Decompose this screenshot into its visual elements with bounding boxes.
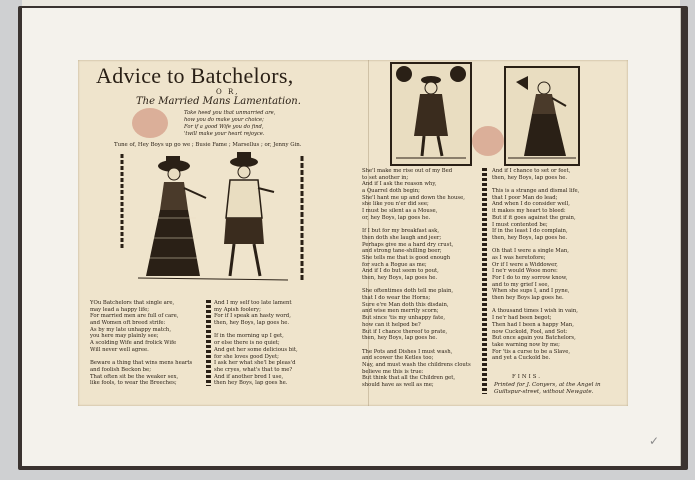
broadside-or: O R, (216, 88, 240, 96)
verse-line: I ne'r had been begot; (492, 315, 552, 322)
tune-line: Tune of, Hey Boys up go we ; Busie Fame ; Marsellus ; or, Jenny Gin. (114, 142, 302, 148)
verse-line: If in the least I do complain, (492, 228, 568, 235)
verse-line: A thousand times I wish in vain, (492, 308, 578, 315)
woodcut-man (390, 62, 472, 166)
verse-line: then, hey Boys, lap goes he. (214, 320, 290, 327)
verse-line: or, hey Boys, lap goes he. (362, 214, 431, 221)
verse-line: I ne'r would Wooe more: (492, 268, 558, 275)
verse-column-right (492, 168, 579, 362)
verse-line: for she loves good Dyet; (214, 353, 279, 360)
woodcut-woman (504, 66, 580, 166)
verse-line: you here may plainly see; (90, 333, 159, 340)
verse-line: And if another bred I use, (214, 373, 284, 380)
verse-line: it makes my heart to bleed: (492, 208, 566, 215)
column-divider (206, 300, 211, 386)
verse-line: She tells me that is good enough (362, 254, 451, 261)
verse-line: And if I ask the reason why, (362, 181, 437, 188)
verse-line: then, hey Boys, lap goes he. (362, 335, 438, 342)
verse-line: She'l make me rise out of my Bed (362, 168, 453, 174)
verse-line: I must contented be; (492, 221, 548, 228)
printer-imprint: Printed for J. Conyers, at the Angel in Guiltspur-street, without Newgate. (494, 382, 601, 395)
verse-line: But since 'tis my unhappy fate, (362, 315, 446, 322)
verse-line: But once again you Batchelors, (492, 335, 576, 342)
verse-line: then hey Boys lap goes he. (492, 295, 564, 302)
verse-line: how can it helped be? (362, 321, 421, 328)
verse-line: For married men are full of care, (90, 313, 179, 320)
verse-line: then hey Boys, lap goes he. (214, 380, 288, 387)
verse-line (362, 222, 471, 229)
verse-column-left-a (90, 300, 192, 387)
verse-line: then doth she laugh and jeer; (362, 234, 442, 241)
epigraph: Take heed you that unmarried are, how you do make your choice; For if a good Wife you do find, 'twill make your heart rejoyce. (184, 110, 276, 137)
verse-line: and to my grief I see, (492, 281, 550, 288)
verse-line: to set another in; (362, 174, 409, 181)
verse-line: Or if I were a Widdower, (492, 261, 558, 268)
library-stamp (472, 126, 504, 156)
verse-line: my Apish foolery; (214, 306, 261, 313)
verse-line: now Cuckold, Fool, and Sot: (492, 328, 568, 335)
verse-line (90, 354, 192, 361)
verse-line: then, hey Boys, lap goes he. (492, 174, 568, 181)
verse-line: for such a Rogue as me; (362, 261, 427, 268)
verse-line: For 'tis a curse to be a Slave, (492, 348, 571, 355)
verse-line: Will never well agree. (90, 346, 149, 353)
verse-line: I ask her what she'l be pleas'd (214, 360, 296, 367)
verse-line: YOu Batchelors that single are, (90, 300, 175, 306)
verse-line: take warning now by me; (492, 341, 560, 348)
broadside-sheet (78, 60, 628, 406)
verse-line: Then had I been a happy Man, (492, 321, 574, 328)
verse-line: Perhaps give me a hard dry crust, (362, 241, 454, 248)
verse-line: She oftentimes doth tell me plain, (362, 288, 454, 295)
verse-line: That often sit be the weaker sex, (90, 373, 179, 380)
verse-column-left-b (214, 300, 298, 387)
verse-line: But if it goes against the grain, (492, 214, 576, 221)
verse-line: like fools, to wear the Breeches; (90, 380, 177, 387)
verse-line: She'l hant me up and down the house, (362, 194, 465, 201)
verse-line: and yet a Cuckold be. (492, 355, 551, 362)
verse-line: then, hey Boys, lap goes he. (362, 275, 438, 281)
verse-line: And get her some delicious bit, (214, 346, 298, 353)
finis-mark: FINIS. (512, 374, 542, 380)
verse-line: The Pots and Dishes I must wash, (362, 348, 453, 355)
verse-line: For I do to my sorrow know, (492, 275, 568, 281)
verse-line: and scower the Ketles too; (362, 355, 434, 362)
verse-line: or else there is no quiet; (214, 340, 280, 347)
verse-line: believe me this is true: (362, 368, 424, 375)
verse-line: But think that all the Children get, (362, 375, 456, 382)
broadside-title: Advice to Batchelors, (96, 63, 294, 88)
verse-line: And if I do but seem to pout, (362, 268, 439, 275)
verse-line (492, 181, 579, 188)
verse-line: that I do wear the Horns; (362, 295, 431, 302)
verse-line: For if I speak an hasty word, (214, 313, 291, 320)
verse-line: and strong tane-shilling beer; (362, 248, 442, 255)
verse-line: If in the morning up I get, (214, 333, 284, 340)
verse-line: and Women oft breed strife: (90, 320, 166, 327)
verse-line: And when I do consider well, (492, 201, 570, 208)
woodcut-couple (118, 148, 308, 288)
column-divider (482, 168, 487, 394)
verse-line: Beware a thing that wins mens hearts (90, 360, 193, 367)
library-stamp (132, 108, 168, 138)
verse-line: then, hey Boys, lap goes he. (492, 234, 568, 241)
verse-line: Nay, and must wash the childrens clouts (362, 361, 471, 368)
verse-line: And if I chance to set or feet, (492, 168, 571, 174)
verse-line (492, 242, 579, 249)
verse-column-middle (362, 168, 471, 389)
verse-line (362, 342, 471, 349)
verse-line: should have as well as me; (362, 382, 434, 388)
broadside-subtitle: The Married Mans Lamentation. (136, 96, 301, 107)
verse-line: Oh that I were a single Man, (492, 248, 569, 255)
verse-line: This is a strange and dismal life, (492, 188, 580, 195)
verse-line: Sure e're Man doth this disdain, (362, 301, 449, 308)
verse-line: she cryes, what's that to me? (214, 366, 293, 373)
verse-line: When she sups I, and I pyne, (492, 288, 570, 295)
verse-line (214, 327, 298, 334)
verse-line: And I my self too late lament (214, 300, 292, 306)
verse-line: But if I chance thereof to prate, (362, 328, 448, 335)
verse-line: a Quarrel doth begin; (362, 188, 420, 195)
verse-line: I must be silent as a Mouse, (362, 208, 438, 215)
verse-line (362, 282, 471, 289)
corner-check-mark: ✓ (648, 434, 659, 448)
verse-line: and foolish Beckon be; (90, 366, 151, 373)
verse-line: and wise men merrily scorn; (362, 308, 439, 315)
verse-line (492, 302, 579, 309)
verse-line: If I but for my breakfast ask, (362, 228, 440, 235)
verse-line: A scolding Wife and frolick Wife (90, 340, 177, 347)
verse-line: As by my late unhappy match, (90, 326, 172, 333)
verse-line: she like you n'er did see; (362, 201, 429, 208)
verse-line: that I poor Man do lead; (492, 194, 558, 201)
verse-line: may lead a happy life; (90, 306, 150, 313)
verse-line: as I was heretofore; (492, 254, 546, 261)
